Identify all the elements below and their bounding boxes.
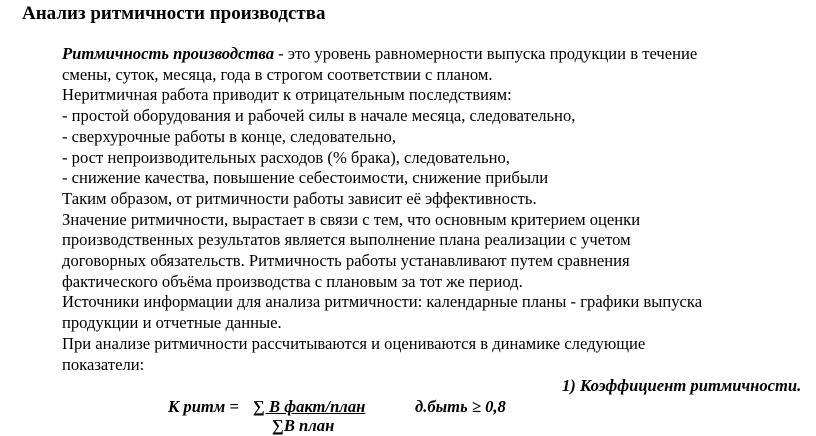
definition-text: - это уровень равномерности выпуска продукции в течение bbox=[274, 44, 698, 63]
text-line-importance-2: производственных результатов является выполнение плана реализации с учетом bbox=[62, 230, 631, 250]
text-line-sources-2: продукции и отчетные данные. bbox=[62, 313, 282, 333]
body-text bbox=[62, 44, 807, 375]
text-line-importance-1: Значение ритмичности, вырастает в связи с тем, что основным критерием оценки bbox=[62, 209, 641, 229]
text-line-importance-3: договорных обязательств. Ритмичность работы устанавливают путем сравнения bbox=[62, 251, 630, 271]
coefficient-title: 1) Коэффициент ритмичности. bbox=[562, 376, 802, 395]
definition-term: Ритмичность производства bbox=[62, 44, 274, 63]
definition-line bbox=[62, 44, 807, 65]
text-line-consequence-1: - простой оборудования и рабочей силы в начале месяца, следовательно, bbox=[62, 106, 576, 126]
text-line-importance-4: фактического объёма производства с плановым за тот же период. bbox=[62, 271, 523, 291]
formula-condition: д.быть ≥ 0,8 bbox=[415, 397, 506, 416]
definition-line-2: смены, суток, месяца, года в строгом соответствии с планом. bbox=[62, 64, 493, 84]
text-line-consequences-intro: Неритмичная работа приводит к отрицательным последствиям: bbox=[62, 85, 512, 105]
text-line-sources-1: Источники информации для анализа ритмичности: календарные планы - графики выпуска bbox=[62, 292, 703, 312]
text-line-indicators-1: При анализе ритмичности рассчитываются и оцениваются в динамике следующие bbox=[62, 333, 646, 353]
text-line-conclusion: Таким образом, от ритмичности работы зависит её эффективность. bbox=[62, 188, 537, 208]
formula-lhs: К ритм = bbox=[168, 397, 239, 416]
text-line-consequence-4: - снижение качества, повышение себестоимости, снижение прибыли bbox=[62, 168, 549, 188]
text-line-indicators-2: показатели: bbox=[62, 354, 145, 374]
formula-numerator: ∑ В факт/план bbox=[253, 397, 366, 416]
text-line-consequence-3: - рост непроизводительных расходов (% брака), следовательно, bbox=[62, 147, 510, 167]
page-title: Анализ ритмичности производства bbox=[22, 3, 326, 24]
text-line-consequence-2: - сверхурочные работы в конце, следовательно, bbox=[62, 126, 396, 146]
formula-denominator: ∑В план bbox=[272, 416, 335, 435]
